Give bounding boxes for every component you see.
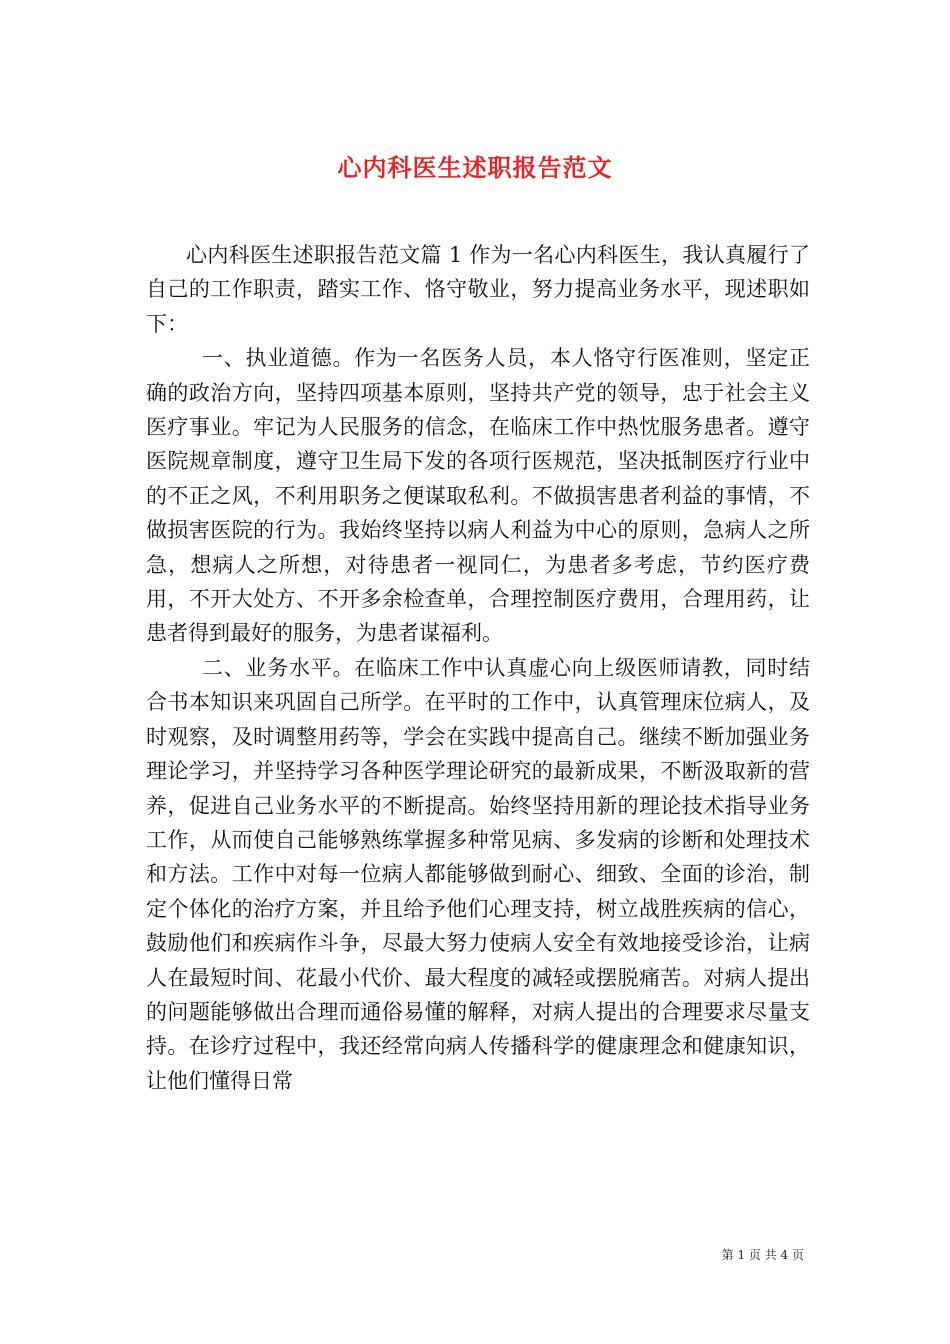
- page-title: 心内科医生述职报告范文: [337, 153, 613, 183]
- document-body: [146, 238, 810, 1098]
- section-ethics-paragraph: 一、执业道德。作为一名医务人员，本人恪守行医准则，坚定正确的政治方向，坚持四项基本原则，坚持共产党的领导，忠于社会主义医疗事业。牢记为人民服务的信念，在临床工作中热忱服务患者。遵守医院规章制度，遵守卫生局下发的各项行医规范，坚决抵制医疗行业中的不正之风，不利用职务之便谋取私利。不做损害患者利益的事情，不做损害医院的行为。我始终坚持以病人利益为中心的原则，急病人之所急，想病人之所想，对待患者一视同仁，为患者多考虑，节约医疗费用，不开大处方、不开多余检查单，合理控制医疗费用，合理用药，让患者得到最好的服务，为患者谋福利。: [146, 346, 810, 646]
- intro-paragraph: 心内科医生述职报告范文篇 1 作为一名心内科医生，我认真履行了自己的工作职责，踏实工作、恪守敬业，努力提高业务水平，现述职如下：: [146, 243, 810, 336]
- page-number: 第 1 页 共 4 页: [721, 1248, 804, 1262]
- section-skills-paragraph: 二、业务水平。在临床工作中认真虚心向上级医师请教，同时结合书本知识来巩固自己所学。在平时的工作中，认真管理床位病人，及时观察，及时调整用药等，学会在实践中提高自己。继续不断加强业务理论学习，并坚持学习各种医学理论研究的最新成果，不断汲取新的营养，促进自己业务水平的不断提高。始终坚持用新的理论技术指导业务工作，从而使自己能够熟练掌握多种常见病、多发病的诊断和处理技术和方法。工作中对每一位病人都能够做到耐心、细致、全面的诊治，制定个体化的治疗方案，并且给予他们心理支持，树立战胜疾病的信心，鼓励他们和疾病作斗争，尽最大努力使病人安全有效地接受诊治，让病人在最短时间、花最小代价、最大程度的减轻或摆脱痛苦。对病人提出的问题能够做出合理而通俗易懂的解释，对病人提出的合理要求尽量支持。在诊疗过程中，我还经常向病人传播科学的健康理念和健康知识，让他们懂得日常: [146, 655, 810, 1093]
